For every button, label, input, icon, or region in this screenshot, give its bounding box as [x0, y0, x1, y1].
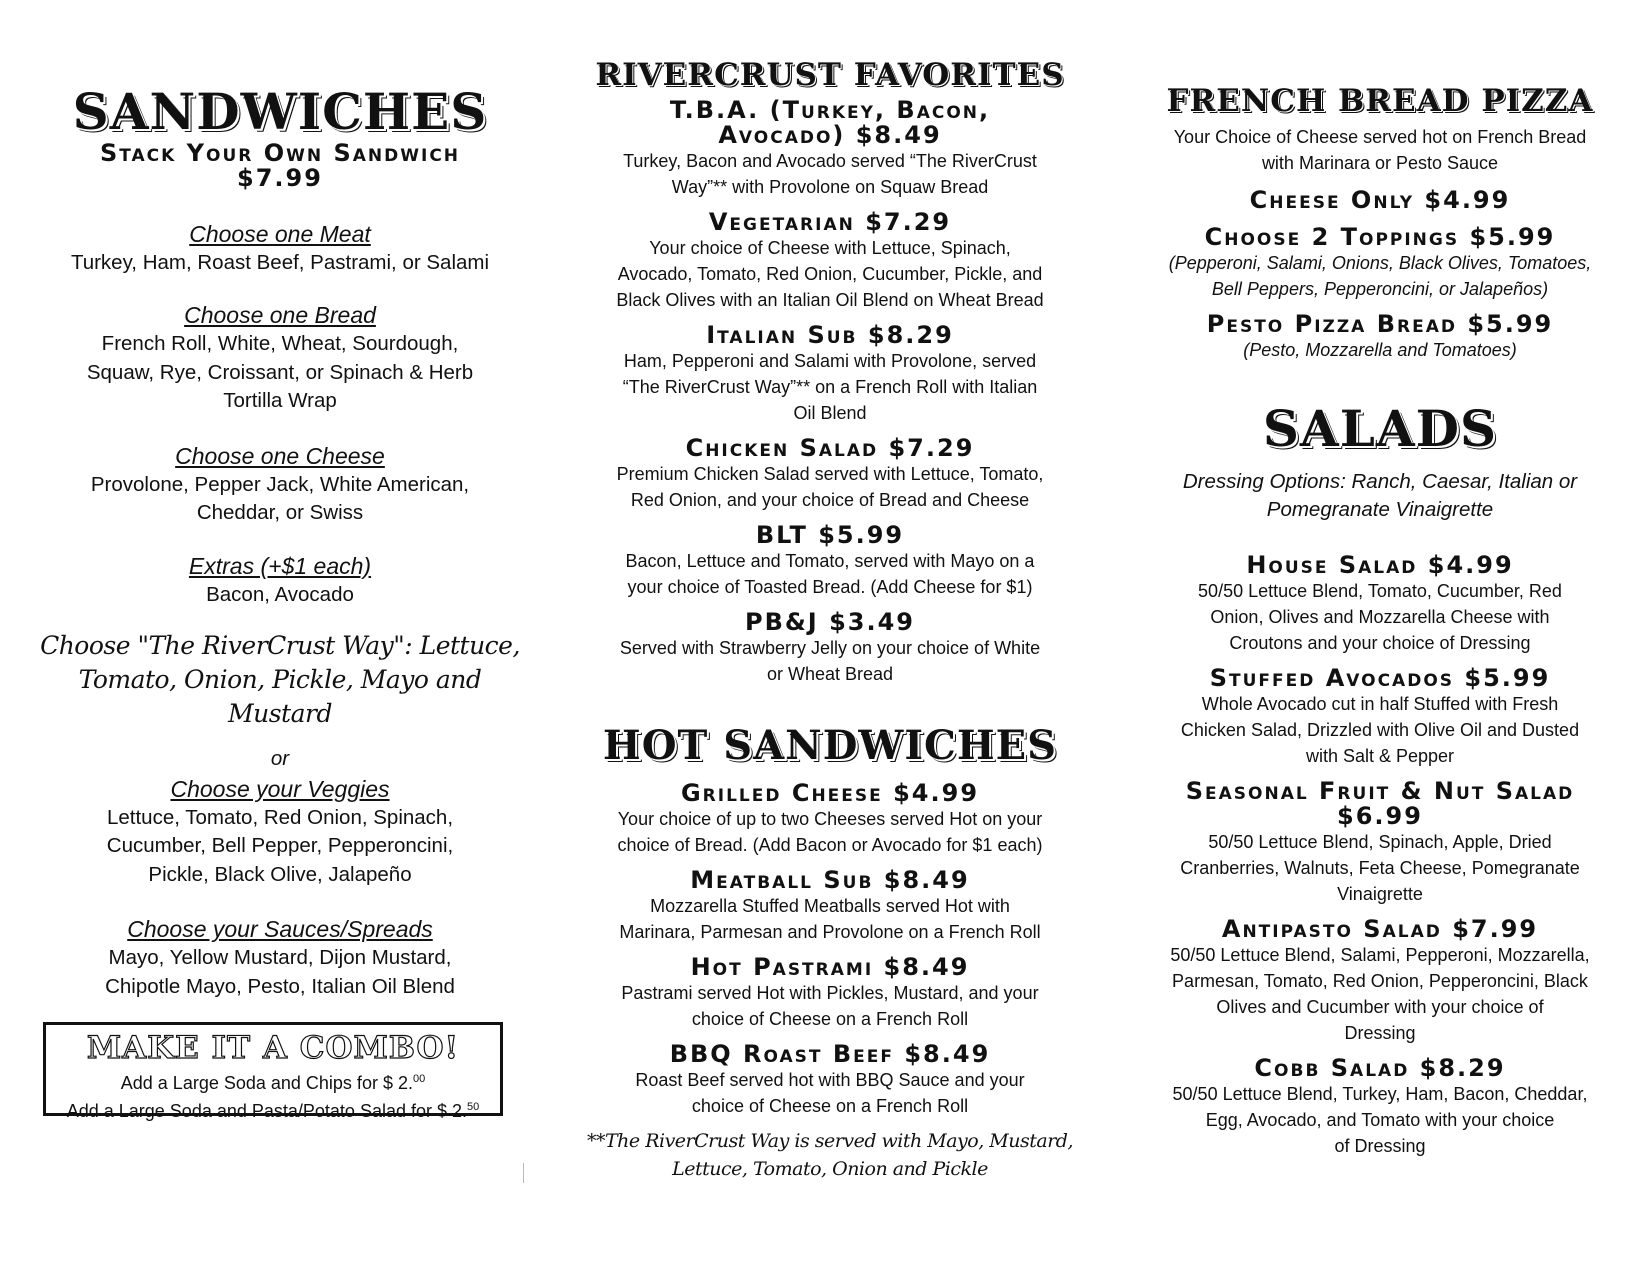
sandwiches-title: SANDWICHES: [72, 82, 488, 141]
sauces-options-line: Chipotle Mayo, Pesto, Italian Oil Blend: [105, 974, 455, 998]
favorite-item-desc: Oil Blend: [793, 403, 867, 424]
choose-meat-heading: Choose one Meat: [189, 220, 371, 247]
salad-item-desc: of Dressing: [1334, 1135, 1426, 1156]
cheese-options-line: Provolone, Pepper Jack, White American,: [90, 472, 470, 496]
pizza-salads-column: [1130, 0, 1630, 1159]
rivercrust-way-footnote: **The RiverCrust Way is served with Mayo, Mustard,: [587, 1130, 1073, 1153]
salad-item-name: House Salad $4.99: [1246, 550, 1514, 579]
sandwiches-column: [30, 0, 530, 1001]
salad-item-desc: 50/50 Lettuce Blend, Tomato, Cucumber, Red: [1198, 580, 1562, 601]
pizza-intro-line: Your Choice of Cheese served hot on French Bread: [1173, 127, 1587, 148]
combo-line-salad-cents: 50: [467, 1101, 480, 1113]
rivercrust-way-footnote: Lettuce, Tomato, Onion and Pickle: [672, 1158, 988, 1181]
salad-item-name: Antipasto Salad $7.99: [1221, 914, 1539, 943]
stack-your-own-price: $7.99: [237, 163, 323, 192]
favorite-item-desc: Bacon, Lettuce and Tomato, served with Mayo on a: [625, 551, 1035, 572]
favorites-title: RIVERCRUST FAVORITES: [595, 57, 1065, 93]
favorite-item-desc: Black Olives with an Italian Oil Blend on Wheat Bread: [616, 290, 1044, 311]
hot-item-name: Meatball Sub $8.49: [690, 866, 970, 895]
combo-line-salad: [46, 1095, 500, 1123]
hot-item-name: BBQ Roast Beef $8.49: [669, 1040, 991, 1069]
pizza-toppings-line: (Pepperoni, Salami, Onions, Black Olives, Tomatoes,: [1168, 253, 1592, 274]
favorite-item-name: T.B.A. (Turkey, Bacon,: [669, 96, 991, 125]
salad-item-desc: 50/50 Lettuce Blend, Spinach, Apple, Dried: [1208, 831, 1552, 852]
hot-item-desc: choice of Bread. (Add Bacon or Avocado for $1 each): [617, 835, 1043, 856]
bread-options-line: Tortilla Wrap: [223, 389, 337, 412]
hot-item-name: Hot Pastrami $8.49: [690, 953, 970, 982]
combo-line-chips-cents: 00: [412, 1073, 426, 1085]
favorite-item-name: BLT $5.99: [755, 521, 905, 550]
favorite-item-desc: Served with Strawberry Jelly on your choice of White: [619, 638, 1041, 659]
salad-item-desc: Egg, Avocado, and Tomato with your choice: [1205, 1109, 1555, 1130]
salad-item-desc: 50/50 Lettuce Blend, Turkey, Ham, Bacon, Cheddar,: [1172, 1083, 1588, 1104]
salad-item-desc: Onion, Olives and Mozzarella Cheese with: [1210, 606, 1550, 627]
salad-item-name: $6.99: [1337, 801, 1423, 830]
favorite-item-desc: or Wheat Bread: [766, 664, 894, 685]
extras-heading: Extras (+$1 each): [188, 552, 372, 579]
choose-veggies-heading: Choose your Veggies: [170, 775, 390, 802]
rivercrust-way-line: Tomato, Onion, Pickle, Mayo and Mustard: [78, 665, 482, 728]
pizza-intro-line: with Marinara or Pesto Sauce: [1261, 153, 1499, 174]
salad-item-name: Cobb Salad $8.29: [1254, 1053, 1506, 1082]
favorite-item-desc: your choice of Toasted Bread. (Add Cheese for $1): [627, 577, 1033, 598]
salad-item-name: Seasonal Fruit & Nut Salad: [1185, 776, 1575, 805]
favorite-item-desc: Way”** with Provolone on Squaw Bread: [671, 177, 989, 198]
favorite-item-desc: Turkey, Bacon and Avocado served “The RiverCrust: [623, 151, 1037, 172]
favorite-item-name: Vegetarian $7.29: [708, 208, 952, 237]
or-separator: or: [270, 747, 290, 770]
salad-item-desc: 50/50 Lettuce Blend, Salami, Pepperoni, Mozzarella,: [1170, 944, 1590, 965]
favorite-item-desc: Avocado, Tomato, Red Onion, Cucumber, Pickle, and: [617, 264, 1043, 285]
favorite-item-desc: Your choice of Cheese with Lettuce, Spinach,: [649, 238, 1011, 259]
combo-line-salad-text: Add a Large Soda and Pasta/Potato Salad for $ 2.: [66, 1101, 468, 1121]
pizza-two-toppings: Choose 2 Toppings $5.99: [1204, 223, 1556, 252]
fold-mark: [523, 1163, 524, 1183]
combo-line-chips-text: Add a Large Soda and Chips for $ 2.: [120, 1073, 413, 1093]
stack-your-own-subtitle: Stack Your Own Sandwich: [99, 138, 461, 167]
salad-item-desc: with Salt & Pepper: [1305, 745, 1455, 766]
choose-sauces-heading: Choose your Sauces/Spreads: [127, 916, 433, 942]
favorite-item-name: Chicken Salad $7.29: [685, 434, 975, 463]
favorites-column: [575, 0, 1085, 1183]
salad-item-desc: Chicken Salad, Drizzled with Olive Oil and Dusted: [1180, 719, 1580, 740]
salad-item-name: Stuffed Avocados $5.99: [1209, 663, 1551, 692]
favorite-item-desc: Premium Chicken Salad served with Lettuce, Tomato,: [616, 464, 1044, 485]
favorite-item-name: Italian Sub $8.29: [706, 321, 954, 350]
hot-item-desc: Roast Beef served hot with BBQ Sauce and your: [635, 1070, 1025, 1091]
cheese-options-line: Cheddar, or Swiss: [196, 501, 364, 524]
hot-item-desc: choice of Cheese on a French Roll: [691, 1096, 969, 1117]
veggies-options-line: Pickle, Black Olive, Jalapeño: [148, 862, 412, 886]
salads-title: SALADS: [1262, 399, 1498, 459]
salad-item-desc: Croutons and your choice of Dressing: [1229, 632, 1531, 653]
salad-item-desc: Parmesan, Tomato, Red Onion, Pepperoncini, Black: [1172, 970, 1588, 991]
hot-item-desc: Marinara, Parmesan and Provolone on a French Roll: [619, 922, 1041, 943]
pizza-cheese-only: Cheese Only $4.99: [1249, 186, 1511, 215]
hot-item-desc: Your choice of up to two Cheeses served Hot on your: [617, 809, 1043, 830]
favorite-item-desc: Red Onion, and your choice of Bread and Cheese: [630, 490, 1030, 511]
choose-bread-heading: Choose one Bread: [184, 302, 376, 328]
salad-item-desc: Olives and Cucumber with your choice of: [1216, 996, 1544, 1017]
pesto-pizza-desc: (Pesto, Mozzarella and Tomatoes): [1243, 340, 1517, 361]
hot-item-name: Grilled Cheese $4.99: [680, 779, 980, 808]
favorite-item-desc: Ham, Pepperoni and Salami with Provolone, served: [623, 351, 1037, 372]
salad-item-desc: Dressing: [1344, 1022, 1416, 1043]
salad-item-desc: Cranberries, Walnuts, Feta Cheese, Pomegranate: [1180, 857, 1580, 878]
salad-item-desc: Whole Avocado cut in half Stuffed with Fresh: [1201, 693, 1559, 714]
hot-item-desc: Pastrami served Hot with Pickles, Mustard, and your: [621, 983, 1039, 1004]
hot-item-desc: choice of Cheese on a French Roll: [691, 1009, 969, 1030]
hot-sandwiches-title: HOT SANDWICHES: [602, 722, 1058, 770]
rivercrust-way-line: Choose "The RiverCrust Way": Lettuce,: [40, 631, 520, 660]
favorite-item-desc: “The RiverCrust Way”** on a French Roll with Italian: [622, 377, 1038, 398]
bread-options-line: Squaw, Rye, Croissant, or Spinach & Herb: [86, 360, 474, 384]
pesto-pizza-bread: Pesto Pizza Bread $5.99: [1206, 310, 1554, 339]
hot-item-desc: Mozzarella Stuffed Meatballs served Hot with: [650, 896, 1010, 917]
combo-box: [43, 1022, 503, 1121]
french-bread-pizza-title: FRENCH BREAD PIZZA: [1166, 83, 1594, 119]
favorite-item-name: PB&J $3.49: [744, 608, 915, 637]
extras-options: Bacon, Avocado: [206, 582, 354, 606]
veggies-options-line: Cucumber, Bell Pepper, Pepperoncini,: [106, 834, 454, 857]
meat-options: Turkey, Ham, Roast Beef, Pastrami, or Salami: [70, 250, 490, 274]
dressing-options-line: Dressing Options: Ranch, Caesar, Italian or: [1182, 469, 1578, 493]
choose-cheese-heading: Choose one Cheese: [175, 442, 385, 469]
dressing-options-line: Pomegranate Vinaigrette: [1266, 498, 1494, 522]
salad-item-desc: Vinaigrette: [1337, 883, 1423, 904]
combo-title: MAKE IT A COMBO!: [86, 1030, 460, 1066]
favorite-item-name: Avocado) $8.49: [718, 121, 942, 150]
veggies-options-line: Lettuce, Tomato, Red Onion, Spinach,: [106, 805, 454, 829]
combo-line-chips: [46, 1067, 500, 1095]
pizza-toppings-line: Bell Peppers, Pepperoncini, or Jalapeños): [1211, 279, 1549, 300]
bread-options-line: French Roll, White, Wheat, Sourdough,: [101, 332, 459, 355]
sauces-options-line: Mayo, Yellow Mustard, Dijon Mustard,: [108, 946, 452, 969]
